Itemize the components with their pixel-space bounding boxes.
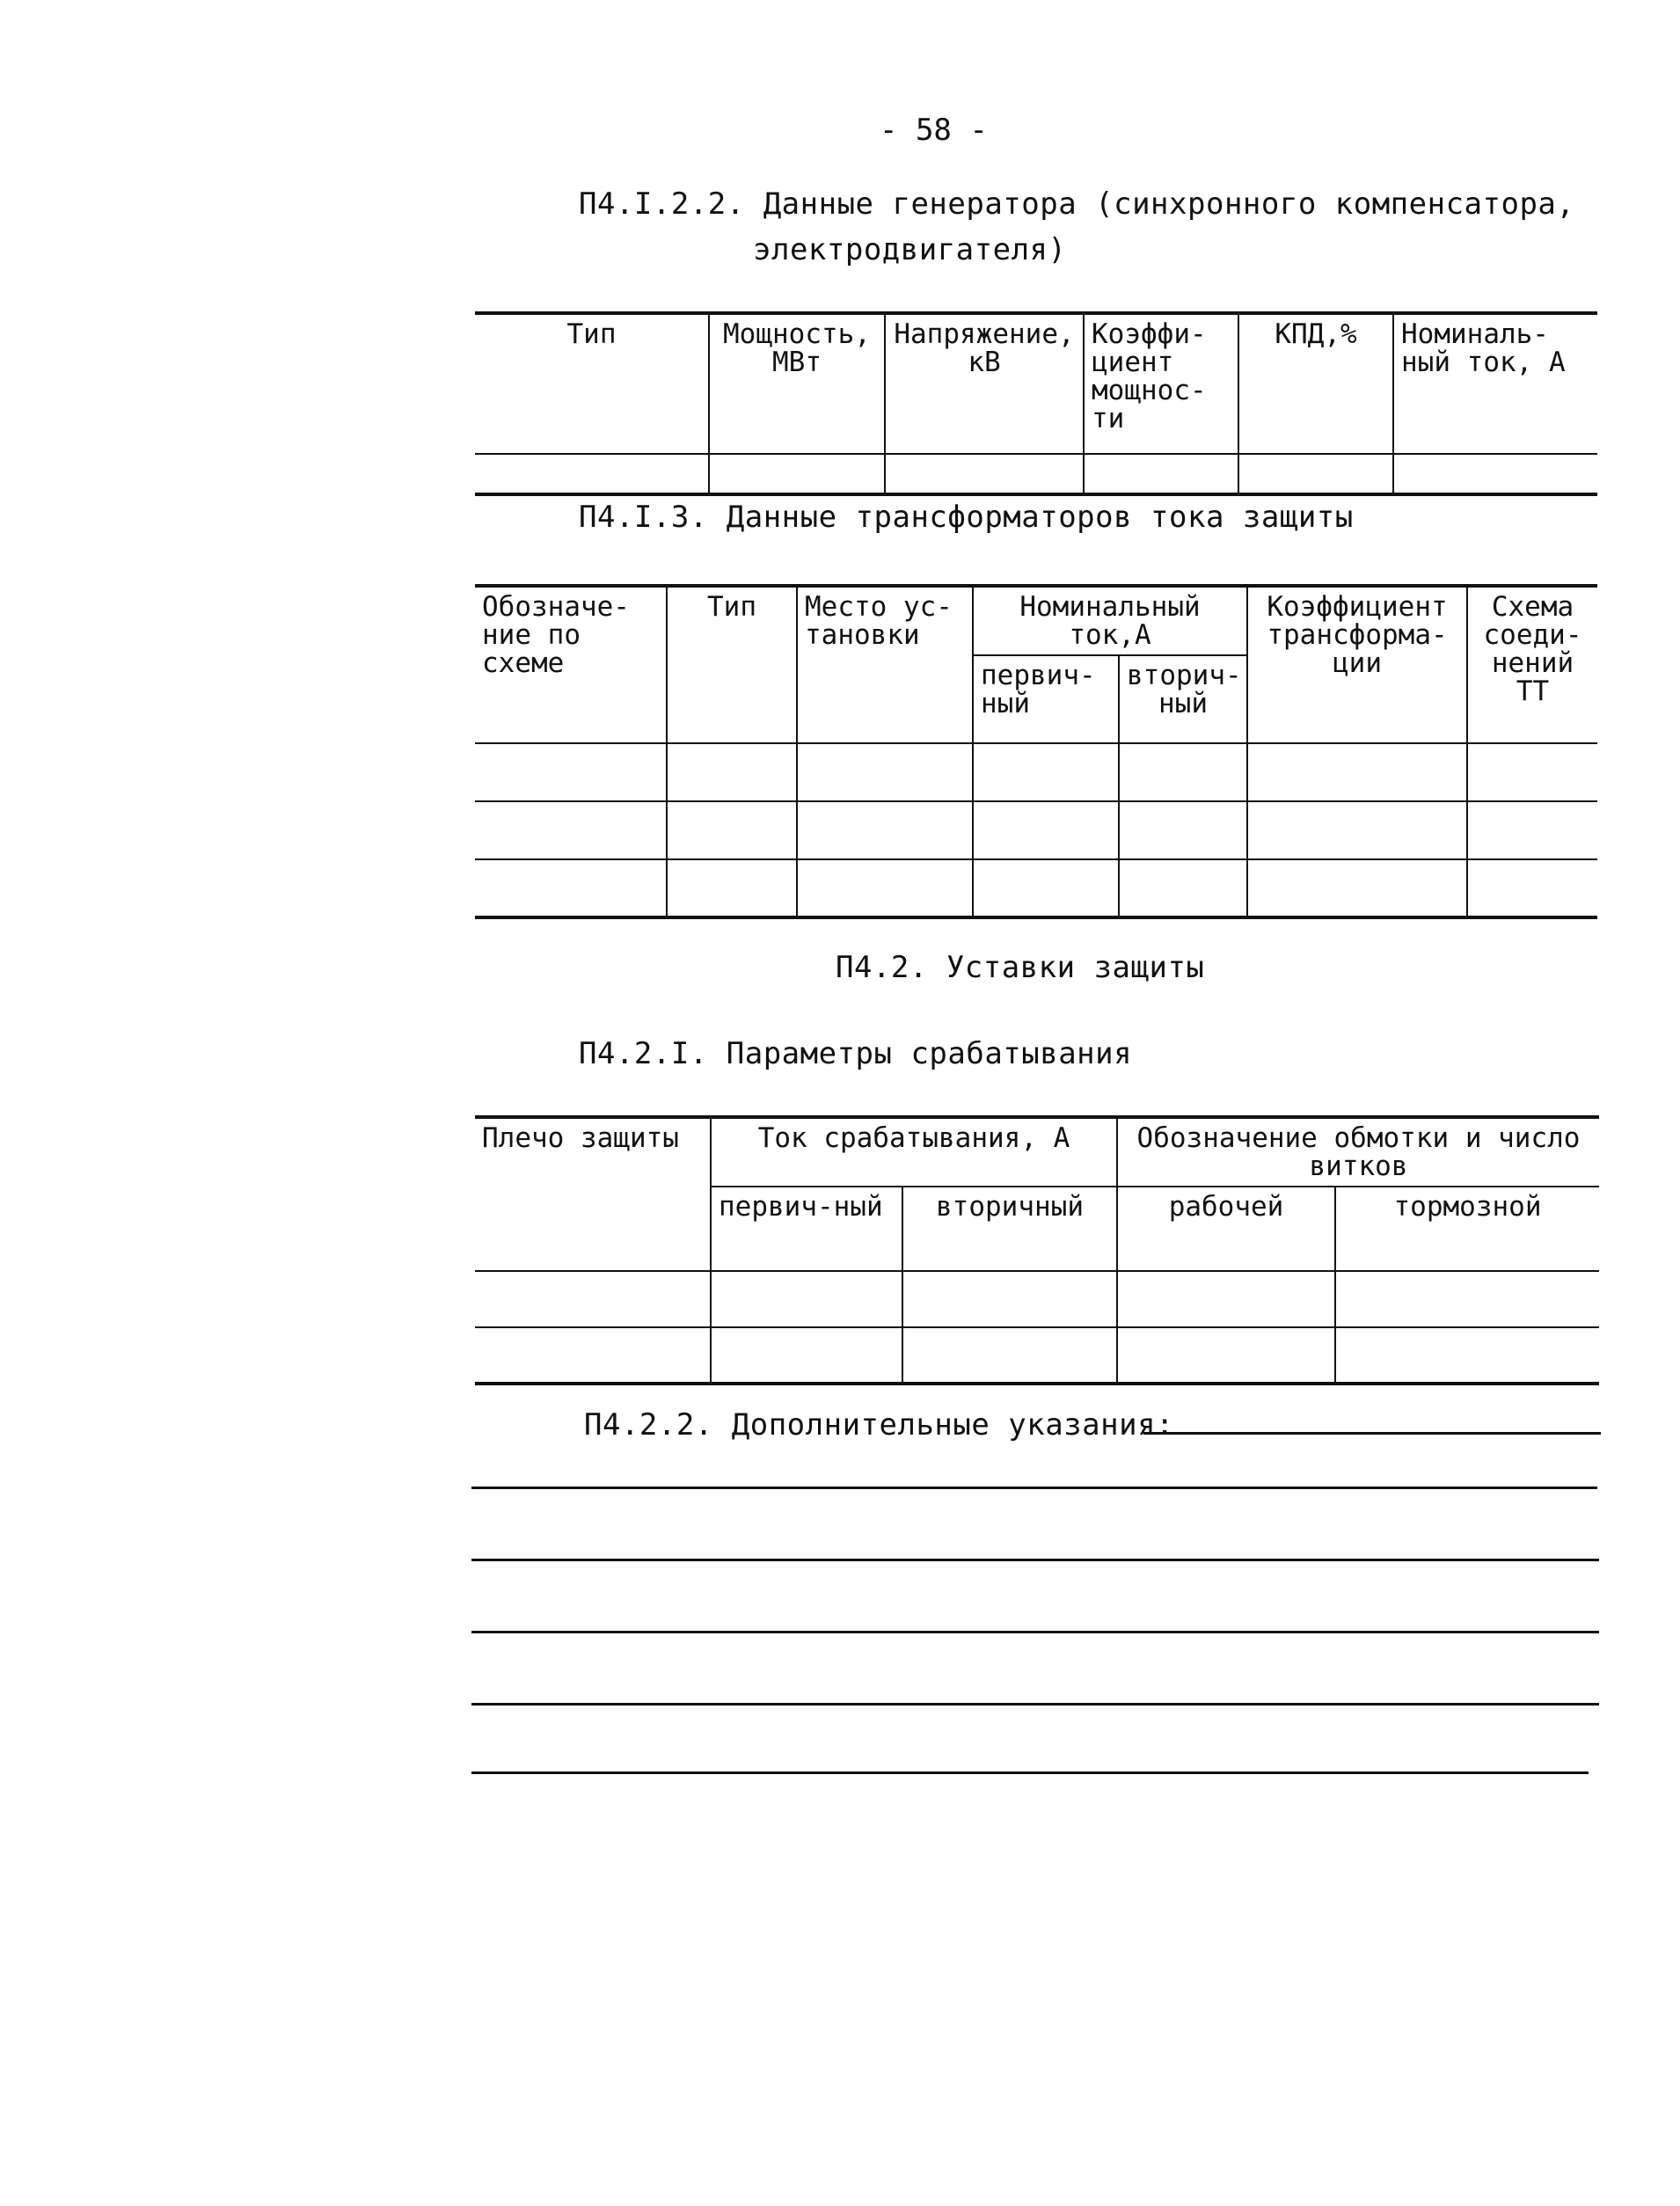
col-rated-current: Номинальный ток,А	[973, 586, 1247, 655]
input-cell[interactable]	[797, 859, 973, 917]
input-cell[interactable]	[709, 454, 885, 494]
input-cell[interactable]	[1247, 801, 1467, 859]
col-working: рабочей	[1117, 1187, 1335, 1271]
params-heading: П4.2.I. Параметры срабатывания	[579, 1036, 1133, 1071]
input-cell[interactable]	[973, 859, 1119, 917]
input-cell[interactable]	[973, 801, 1119, 859]
input-cell[interactable]	[1117, 1327, 1335, 1384]
input-cell[interactable]	[475, 801, 667, 859]
generator-heading-line2: электродвигателя)	[753, 232, 1067, 267]
col-designation: Обозначе-ние по схеме	[475, 586, 667, 743]
input-cell[interactable]	[1084, 454, 1238, 494]
generator-heading-line1: П4.I.2.2. Данные генератора (синхронного компенсатора,	[579, 186, 1575, 222]
input-cell[interactable]	[711, 1271, 902, 1327]
table-row	[475, 1271, 1599, 1327]
table-row	[475, 454, 1597, 494]
input-cell[interactable]	[1119, 859, 1247, 917]
input-cell[interactable]	[797, 801, 973, 859]
input-cell[interactable]	[1247, 743, 1467, 801]
input-cell[interactable]	[667, 743, 797, 801]
input-cell[interactable]	[885, 454, 1084, 494]
ct-table	[475, 584, 1597, 919]
table-row	[475, 859, 1597, 917]
params-header-row-1	[475, 1117, 1599, 1187]
input-cell[interactable]	[797, 743, 973, 801]
col-secondary: вторич-ный	[1119, 655, 1247, 743]
input-cell[interactable]	[973, 743, 1119, 801]
input-cell[interactable]	[711, 1327, 902, 1384]
input-cell[interactable]	[1119, 743, 1247, 801]
col-primary: первич-ный	[711, 1187, 902, 1271]
col-efficiency: КПД,%	[1238, 313, 1393, 454]
col-scheme: Схема соеди-нений ТТ	[1467, 586, 1597, 743]
col-type: Тип	[667, 586, 797, 743]
input-cell[interactable]	[475, 1271, 711, 1327]
input-cell[interactable]	[1238, 454, 1393, 494]
col-place: Место ус-тановки	[797, 586, 973, 743]
params-table	[475, 1115, 1599, 1385]
col-power: Мощность, МВт	[709, 313, 885, 454]
input-cell[interactable]	[1467, 859, 1597, 917]
additional-fill-line[interactable]	[471, 1631, 1599, 1633]
input-cell[interactable]	[1335, 1271, 1599, 1327]
input-cell[interactable]	[667, 859, 797, 917]
col-pickup: Ток срабатывания, А	[711, 1117, 1117, 1187]
additional-fill-line[interactable]	[471, 1771, 1589, 1774]
input-cell[interactable]	[475, 743, 667, 801]
input-cell[interactable]	[902, 1271, 1117, 1327]
table-row	[475, 801, 1597, 859]
page-number: - 58 -	[880, 113, 988, 148]
col-braking: тормозной	[1335, 1187, 1599, 1271]
input-cell[interactable]	[1119, 801, 1247, 859]
col-voltage: Напряжение, кВ	[885, 313, 1084, 454]
input-cell[interactable]	[475, 1327, 711, 1384]
table-row	[475, 1327, 1599, 1384]
col-type: Тип	[475, 313, 709, 454]
col-power-factor: Коэффи-циент мощнос-ти	[1084, 313, 1238, 454]
col-ratio: Коэффициент трансформа-ции	[1247, 586, 1467, 743]
settings-heading: П4.2. Уставки защиты	[836, 950, 1205, 985]
input-cell[interactable]	[1335, 1327, 1599, 1384]
input-cell[interactable]	[667, 801, 797, 859]
col-rated-current: Номиналь-ный ток, А	[1393, 313, 1597, 454]
input-cell[interactable]	[1467, 801, 1597, 859]
input-cell[interactable]	[1467, 743, 1597, 801]
col-primary: первич-ный	[973, 655, 1119, 743]
table-row	[475, 743, 1597, 801]
col-arm: Плечо защиты	[475, 1117, 711, 1271]
generator-header-row	[475, 313, 1597, 454]
input-cell[interactable]	[475, 454, 709, 494]
ct-heading: П4.I.3. Данные трансформаторов тока защиты	[579, 500, 1354, 535]
additional-fill-line[interactable]	[471, 1703, 1599, 1706]
input-cell[interactable]	[1393, 454, 1597, 494]
ct-header-row-1	[475, 586, 1597, 655]
input-cell[interactable]	[1117, 1271, 1335, 1327]
input-cell[interactable]	[1247, 859, 1467, 917]
input-cell[interactable]	[902, 1327, 1117, 1384]
input-cell[interactable]	[475, 859, 667, 917]
col-secondary: вторичный	[902, 1187, 1117, 1271]
additional-fill-line[interactable]	[471, 1486, 1597, 1489]
additional-label: П4.2.2. Дополнительные указания:	[584, 1407, 1175, 1443]
additional-fill-line[interactable]	[1143, 1432, 1601, 1435]
additional-fill-line[interactable]	[471, 1559, 1599, 1561]
col-winding: Обозначение обмотки и число витков	[1117, 1117, 1599, 1187]
generator-table	[475, 311, 1597, 496]
